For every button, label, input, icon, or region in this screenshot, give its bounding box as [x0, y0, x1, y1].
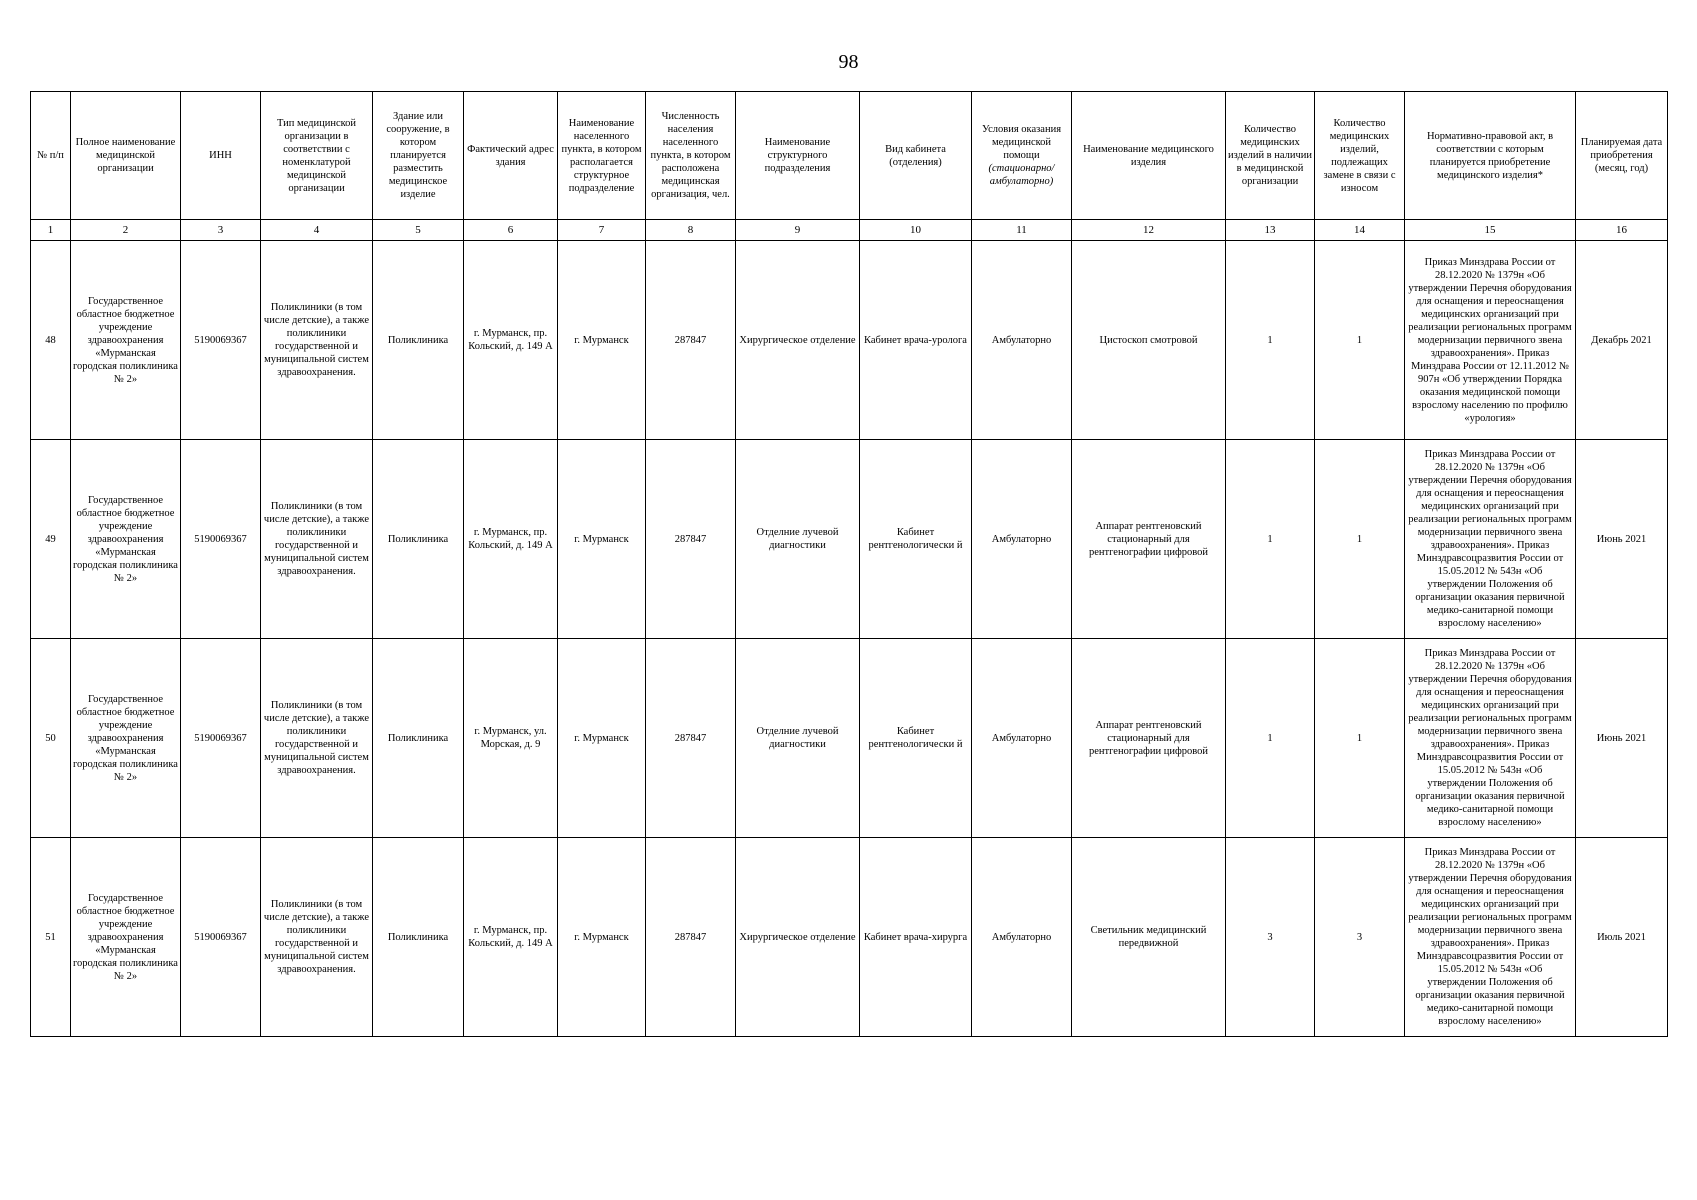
inn: 5190069367: [181, 639, 261, 838]
table-row: [31, 639, 1668, 838]
qty-replace: 3: [1315, 838, 1405, 1037]
header-cell: Нормативно-правовой акт, в соответствии с которым планируется приобретение медицинского изделия*: [1405, 92, 1576, 220]
planned-date: Июнь 2021: [1576, 440, 1668, 639]
column-number: 9: [736, 220, 860, 241]
row-number: 49: [31, 440, 71, 639]
cabinet: Кабинет врача-хирурга: [860, 838, 972, 1037]
org-name: Государственное областное бюджетное учреждение здравоохранения «Мурманская городская поликлиника № 2»: [71, 639, 181, 838]
qty-have: 1: [1226, 440, 1315, 639]
address: г. Мурманск, пр. Кольский, д. 149 А: [464, 241, 558, 440]
column-number: 6: [464, 220, 558, 241]
header-cell: [972, 92, 1072, 220]
header-cell: ИНН: [181, 92, 261, 220]
column-number: 4: [261, 220, 373, 241]
qty-have: 1: [1226, 639, 1315, 838]
inn: 5190069367: [181, 440, 261, 639]
header-row: [31, 92, 1668, 220]
header-cell: Вид кабинета (отделения): [860, 92, 972, 220]
device-name: Цистоскоп смотровой: [1072, 241, 1226, 440]
qty-replace: 1: [1315, 241, 1405, 440]
org-type: Поликлиники (в том числе детские), а также поликлиники государственной и муниципальной систем здравоохранения.: [261, 639, 373, 838]
header-cell: Планируемая дата приобретения (месяц, год): [1576, 92, 1668, 220]
column-number: 7: [558, 220, 646, 241]
header-cell: Наименование населенного пункта, в котором располагается структурное подразделение: [558, 92, 646, 220]
column-number: 3: [181, 220, 261, 241]
org-type: Поликлиники (в том числе детские), а также поликлиники государственной и муниципальной систем здравоохранения.: [261, 241, 373, 440]
column-number: 5: [373, 220, 464, 241]
population: 287847: [646, 440, 736, 639]
locality: г. Мурманск: [558, 241, 646, 440]
header-cell: Здание или сооружение, в котором планируется разместить медицинское изделие: [373, 92, 464, 220]
header-cell: Полное наименование медицинской организации: [71, 92, 181, 220]
org-name: Государственное областное бюджетное учреждение здравоохранения «Мурманская городская поликлиника № 2»: [71, 838, 181, 1037]
address: г. Мурманск, ул. Морская, д. 9: [464, 639, 558, 838]
row-number: 51: [31, 838, 71, 1037]
device-name: Аппарат рентгеновский стационарный для рентгенографии цифровой: [1072, 639, 1226, 838]
building: Поликлиника: [373, 440, 464, 639]
population: 287847: [646, 639, 736, 838]
table-row: [31, 241, 1668, 440]
header-text: Условия оказания медицинской помощи: [981, 124, 1062, 161]
legal-act: Приказ Минздрава России от 28.12.2020 № 1379н «Об утверждении Перечня оборудования для оснащения и переоснащения медицинских организаций при реализации региональных программ модернизации первичного звена здравоохранения». Приказ Минздравсоцразвития России от 15.05.2012 № 543н «Об утверждении Положения об организации оказания первичной медико-санитарной помощи взрослому населению»: [1405, 440, 1576, 639]
planned-date: Июль 2021: [1576, 838, 1668, 1037]
qty-replace: 1: [1315, 639, 1405, 838]
header-cell: Фактический адрес здания: [464, 92, 558, 220]
conditions: Амбулаторно: [972, 639, 1072, 838]
org-name: Государственное областное бюджетное учреждение здравоохранения «Мурманская городская поликлиника № 2»: [71, 241, 181, 440]
qty-replace: 1: [1315, 440, 1405, 639]
column-number: 16: [1576, 220, 1668, 241]
population: 287847: [646, 241, 736, 440]
table-row: [31, 440, 1668, 639]
header-cell: Наименование структурного подразделения: [736, 92, 860, 220]
row-number: 50: [31, 639, 71, 838]
population: 287847: [646, 838, 736, 1037]
division: Хирургическое отделение: [736, 838, 860, 1037]
column-number: 13: [1226, 220, 1315, 241]
division: Отделние лучевой диагностики: [736, 639, 860, 838]
address: г. Мурманск, пр. Кольский, д. 149 А: [464, 838, 558, 1037]
conditions: Амбулаторно: [972, 440, 1072, 639]
locality: г. Мурманск: [558, 639, 646, 838]
header-cell: Тип медицинской организации в соответствии с номенклатурой медицинской организации: [261, 92, 373, 220]
header-cell: Наименование медицинского изделия: [1072, 92, 1226, 220]
locality: г. Мурманск: [558, 838, 646, 1037]
locality: г. Мурманск: [558, 440, 646, 639]
org-name: Государственное областное бюджетное учреждение здравоохранения «Мурманская городская поликлиника № 2»: [71, 440, 181, 639]
header-cell: № п/п: [31, 92, 71, 220]
planned-date: Декабрь 2021: [1576, 241, 1668, 440]
conditions: Амбулаторно: [972, 241, 1072, 440]
legal-act: Приказ Минздрава России от 28.12.2020 № 1379н «Об утверждении Перечня оборудования для оснащения и переоснащения медицинских организаций при реализации региональных программ модернизации первичного звена здравоохранения». Приказ Минздрава России от 12.11.2012 № 907н «Об утверждении Порядка оказания медицинской помощи взрослому населению по профилю «урология»: [1405, 241, 1576, 440]
row-number: 48: [31, 241, 71, 440]
cabinet: Кабинет врача-уролога: [860, 241, 972, 440]
cabinet: Кабинет рентгенологически й: [860, 639, 972, 838]
legal-act: Приказ Минздрава России от 28.12.2020 № 1379н «Об утверждении Перечня оборудования для оснащения и переоснащения медицинских организаций при реализации региональных программ модернизации первичного звена здравоохранения». Приказ Минздравсоцразвития России от 15.05.2012 № 543н «Об утверждении Положения об организации оказания первичной медико-санитарной помощи взрослому населению»: [1405, 639, 1576, 838]
conditions: Амбулаторно: [972, 838, 1072, 1037]
table-row: [31, 838, 1668, 1037]
division: Хирургическое отделение: [736, 241, 860, 440]
header-italic-text: (стационарно/ амбулаторно): [988, 163, 1055, 187]
column-number: 11: [972, 220, 1072, 241]
column-number: 1: [31, 220, 71, 241]
inn: 5190069367: [181, 241, 261, 440]
column-number: 2: [71, 220, 181, 241]
column-number-row: [31, 220, 1668, 241]
column-number: 8: [646, 220, 736, 241]
address: г. Мурманск, пр. Кольский, д. 149 А: [464, 440, 558, 639]
org-type: Поликлиники (в том числе детские), а также поликлиники государственной и муниципальной систем здравоохранения.: [261, 838, 373, 1037]
device-name: Аппарат рентгеновский стационарный для рентгенографии цифровой: [1072, 440, 1226, 639]
cabinet: Кабинет рентгенологически й: [860, 440, 972, 639]
planned-date: Июнь 2021: [1576, 639, 1668, 838]
inn: 5190069367: [181, 838, 261, 1037]
header-cell: Численность населения населенного пункта, в котором расположена медицинская организация, чел.: [646, 92, 736, 220]
org-type: Поликлиники (в том числе детские), а также поликлиники государственной и муниципальной систем здравоохранения.: [261, 440, 373, 639]
column-number: 12: [1072, 220, 1226, 241]
page-number: 98: [838, 51, 859, 73]
equipment-table: [30, 91, 1668, 1037]
column-number: 15: [1405, 220, 1576, 241]
building: Поликлиника: [373, 838, 464, 1037]
building: Поликлиника: [373, 639, 464, 838]
building: Поликлиника: [373, 241, 464, 440]
header-cell: Количество медицинских изделий, подлежащих замене в связи с износом: [1315, 92, 1405, 220]
column-number: 10: [860, 220, 972, 241]
qty-have: 1: [1226, 241, 1315, 440]
column-number: 14: [1315, 220, 1405, 241]
qty-have: 3: [1226, 838, 1315, 1037]
division: Отделние лучевой диагностики: [736, 440, 860, 639]
header-cell: Количество медицинских изделий в наличии в медицинской организации: [1226, 92, 1315, 220]
device-name: Светильник медицинский передвижной: [1072, 838, 1226, 1037]
legal-act: Приказ Минздрава России от 28.12.2020 № 1379н «Об утверждении Перечня оборудования для оснащения и переоснащения медицинских организаций при реализации региональных программ модернизации первичного звена здравоохранения». Приказ Минздравсоцразвития России от 15.05.2012 № 543н «Об утверждении Положения об организации оказания первичной медико-санитарной помощи взрослому населению»: [1405, 838, 1576, 1037]
